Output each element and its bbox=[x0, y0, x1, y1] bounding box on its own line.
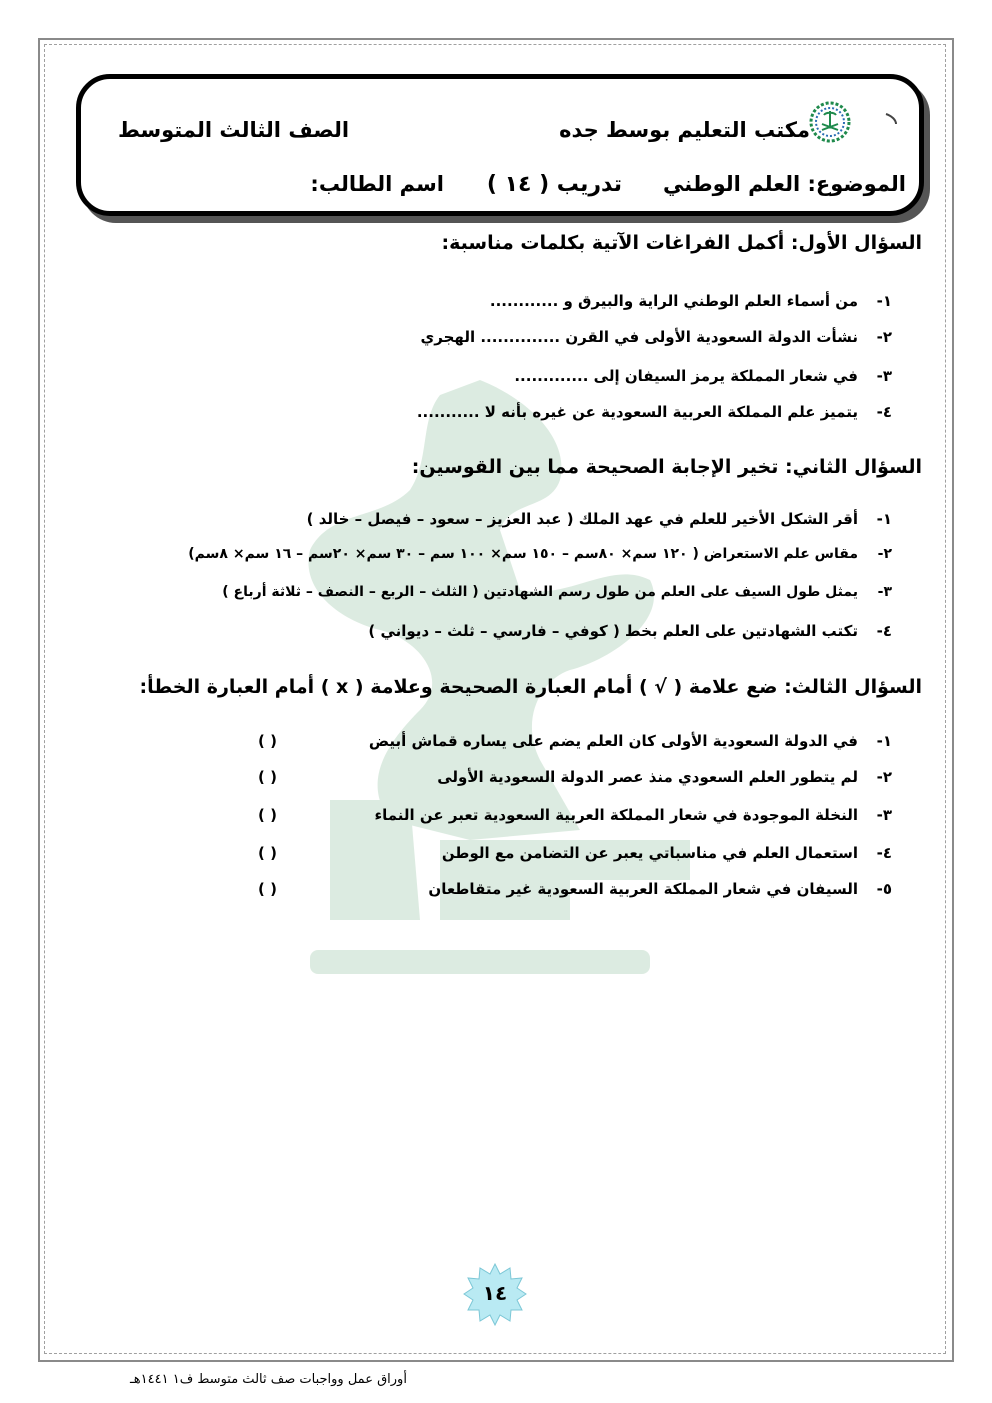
student-name-label: اسم الطالب: bbox=[310, 172, 444, 196]
training-label: تدريب ( ١٤ ) bbox=[486, 172, 622, 197]
page-number: ١٤ bbox=[482, 1281, 508, 1305]
subject-label: الموضوع: العلم الوطني bbox=[663, 172, 906, 196]
footer-text: أوراق عمل وواجبات صف ثالث متوسط ف١ ١٤٤١هـ bbox=[130, 1372, 407, 1387]
q2-item: ٣-يمثل طول السيف على العلم من طول رسم الشهادتين ( الثلث – الربع – النصف – ثلاثة أرباع ) bbox=[222, 584, 892, 600]
q3-item: ٢-لم يتطور العلم السعودي منذ عصر الدولة السعودية الأولى bbox=[437, 768, 892, 786]
q1-item: ٢-نشأت الدولة السعودية الأولى في القرن .............. الهجري bbox=[420, 328, 892, 346]
q1-title: السؤال الأول: أكمل الفراغات الآتية بكلمات مناسبة: bbox=[441, 232, 922, 254]
page-number-badge bbox=[462, 1262, 528, 1328]
q3-item: ٥-السيفان في شعار المملكة العربية السعودية غير متقاطعان bbox=[428, 880, 892, 898]
answer-blank[interactable]: ( ) bbox=[258, 732, 277, 750]
q3-item: ٤-استعمال العلم في مناسباتي يعبر عن التضامن مع الوطن bbox=[441, 844, 892, 862]
answer-blank[interactable]: ( ) bbox=[258, 768, 277, 786]
office-name: مكتب التعليم بوسط جده bbox=[559, 118, 810, 142]
logo-accent-icon bbox=[884, 112, 898, 126]
q2-item: ٤-تكتب الشهادتين على العلم بخط ( كوفي – فارسي – ثلث – ديواني ) bbox=[368, 622, 892, 640]
q3-item: ١-في الدولة السعودية الأولى كان العلم يضم على يساره قماش أبيض bbox=[368, 732, 892, 750]
q3-title: السؤال الثالث: ضع علامة ( √ ) أمام العبارة الصحيحة وعلامة ( x ) أمام العبارة الخطأ: bbox=[139, 676, 922, 698]
q1-item: ١-من أسماء العلم الوطني الراية والبيرق و ............ bbox=[489, 292, 892, 310]
answer-blank[interactable]: ( ) bbox=[258, 880, 277, 898]
q3-item: ٣-النخلة الموجودة في شعار المملكة العربية السعودية تعبر عن النماء bbox=[374, 806, 892, 824]
q2-item: ١-أقر الشكل الأخير للعلم في عهد الملك ( عبد العزيز – سعود – فيصل – خالد ) bbox=[306, 510, 892, 528]
grade-label: الصف الثالث المتوسط bbox=[118, 118, 350, 142]
q1-item: ٣-في شعار المملكة يرمز السيفان إلى ............. bbox=[514, 367, 892, 385]
answer-blank[interactable]: ( ) bbox=[258, 806, 277, 824]
ministry-education-logo-icon bbox=[808, 100, 852, 144]
q1-item: ٤-يتميز علم المملكة العربية السعودية عن غيره بأنه لا ........... bbox=[416, 403, 892, 421]
q2-title: السؤال الثاني: تخير الإجابة الصحيحة مما بين القوسين: bbox=[411, 456, 922, 478]
answer-blank[interactable]: ( ) bbox=[258, 844, 277, 862]
q2-item: ٢-مقاس علم الاستعراض ( ١٢٠ سم× ٨٠سم – ١٥٠ سم× ١٠٠ سم – ٣٠ سم× ٢٠سم – ١٦ سم× ٨سم) bbox=[188, 546, 892, 562]
